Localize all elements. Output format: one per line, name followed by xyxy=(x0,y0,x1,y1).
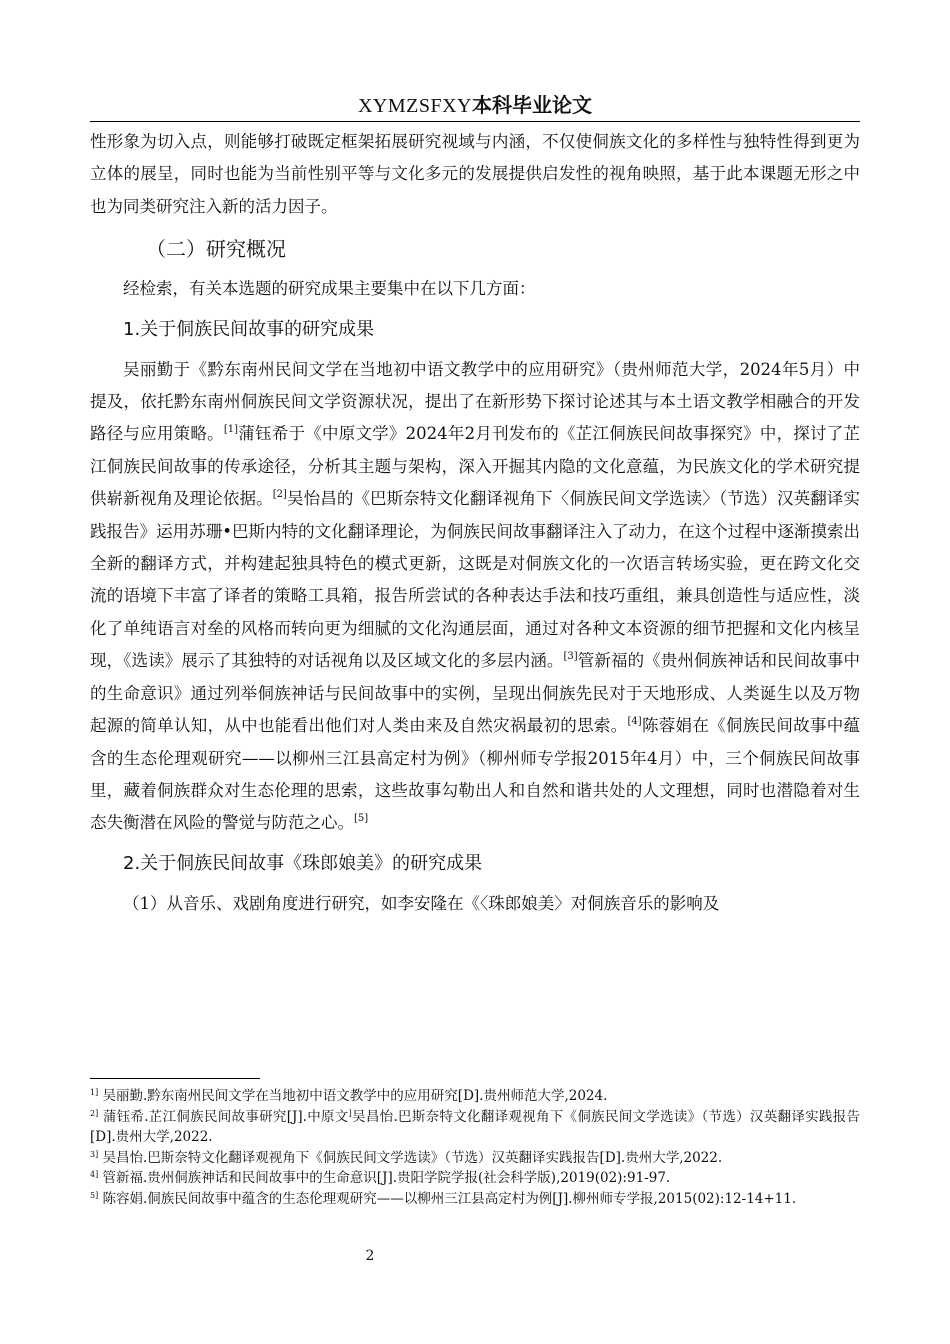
footnote-mark: 4] xyxy=(90,1170,99,1179)
intro-paragraph: 经检索，有关本选题的研究成果主要集中在以下几方面： xyxy=(123,279,536,299)
paragraph-continuation: 性形象为切入点，则能够打破既定框架拓展研究视域与内涵，不仅使侗族文化的多样性与独特性得到更为立体的展呈，同时也能为当前性别平等与文化多元的发展提供启发性的视角映照，基于此本课题无形之中也为同类研究注入新的活力因子。 xyxy=(90,132,860,216)
footnote-text-overlap: 吴昌怡.巴斯奈特文化翻译观视角下《侗族民间文学选读》（节选）汉英翻译实践报告[D].贵州大学,2022. xyxy=(90,1108,860,1145)
footnote-3 xyxy=(90,1148,860,1169)
footnote-inner-mark: ] xyxy=(348,1108,352,1118)
header-code: XYMZSFXY xyxy=(357,95,473,117)
footnote-text: 蒲钰希.芷江侗族民间故事研究[J].中原文 xyxy=(102,1108,349,1125)
footnote-ref-2[interactable]: [2] xyxy=(272,489,287,501)
subheading-2: 2.关于侗族民间故事《珠郎娘美》的研究成果 xyxy=(123,852,483,874)
footnote-4 xyxy=(90,1168,860,1189)
footnote-text: 管新福.贵州侗族神话和民间故事中的生命意识[J].贵阳学院学报(社会科学版),2019(02):91-97. xyxy=(102,1170,671,1186)
footnote-text: 陈容娟.侗族民间故事中蕴含的生态伦理观研究——以柳州三江县高定村为例[J].柳州师专学报,2015(02):12-14+11. xyxy=(102,1190,797,1207)
footnote-ref-5[interactable]: [5] xyxy=(354,813,369,825)
research-paragraph-1 xyxy=(90,354,860,840)
footnote-text: 吴丽勤.黔东南州民间文学在当地初中语文教学中的应用研究[D].贵州师范大学,2024. xyxy=(102,1088,608,1104)
sentence-5: 陈蓉娟在《侗族民间故事中蕴含的生态伦理观研究——以柳州三江县高定村为例》（柳州师专学报2015年4月）中，三个侗族民间故事里，藏着侗族群众对生态伦理的思索，这些故事勾勒出人和自然和谐共处的人文理想，同时也潜隐着对生态失衡潜在风险的警觉与防范之心。 xyxy=(90,716,861,833)
footnote-mark: 5] xyxy=(90,1190,99,1200)
footnote-mark: 2] xyxy=(90,1108,99,1118)
subheading-1: 1.关于侗族民间故事的研究成果 xyxy=(123,318,375,340)
header-divider xyxy=(90,121,860,122)
footnote-mark: 1] xyxy=(90,1088,99,1097)
sentence-1: 吴丽勤于《黔东南州民间文学在当地初中语文教学中的应用研究》（贵州师范大学，2024年5月）中提及，依托黔东南州侗族民间文学资源状况，提出了在新形势下探讨论述其与本土语文教学相融合的开发路径与应用策略。 xyxy=(90,359,860,444)
sentence-2: 蒲钰希于《中原文学》2024年2月刊发布的《芷江侗族民间故事探究》中，探讨了芷江侗族民间故事的传承途径，分析其主题与架构，深入开掘其内隐的文化意蕴，为民族文化的学术研究提供崭新视角及理论依据。 xyxy=(90,424,861,509)
footnote-5 xyxy=(90,1189,860,1210)
page-number: 2 xyxy=(365,1248,375,1264)
section-heading: （二）研究概况 xyxy=(146,237,286,262)
page-header xyxy=(90,92,860,119)
research-paragraph-2: （1）从音乐、戏剧角度进行研究，如李安隆在《〈珠郎娘美〉对侗族音乐的影响及 xyxy=(123,893,720,913)
footnotes xyxy=(90,1086,860,1209)
footnote-ref-1[interactable]: [1] xyxy=(223,424,239,436)
footnote-text: 吴昌怡.巴斯奈特文化翻译观视角下《侗族民间文学选读》（节选）汉英翻译实践报告[D].贵州大学,2022. xyxy=(102,1149,723,1166)
footnote-ref-4[interactable]: [4] xyxy=(627,716,642,728)
footnote-2 xyxy=(90,1107,860,1148)
footnote-mark: 3] xyxy=(90,1149,99,1159)
document-body xyxy=(90,126,860,920)
header-title: 本科毕业论文 xyxy=(472,93,593,117)
footnote-ref-3[interactable]: [3] xyxy=(563,651,578,663)
sentence-4: 管新福的《贵州侗族神话和民间故事中的生命意识》通过列举侗族神话与民间故事中的实例，呈现出侗族先民对于天地形成、人类诞生以及万物起源的简单认知，从中也能看出他们对人类由来及自然灾祸最初的思索。 xyxy=(90,651,861,736)
footnote-1 xyxy=(90,1086,860,1107)
footnote-divider xyxy=(90,1078,260,1079)
sentence-3: 吴怡昌的《巴斯奈特文化翻译视角下〈侗族民间文学选读〉（节选）汉英翻译实践报告》运用苏珊•巴斯内特的文化翻译理论，为侗族民间故事翻译注入了动力，在这个过程中逐渐摸索出全新的翻译方式，并构建起独具特色的模式更新，这既是对侗族文化的一次语言转场实验，更在跨文化交流的语境下丰富了译者的策略工具箱，报告所尝试的各种表达手法和技巧重组，兼具创造性与适应性，淡化了单纯语言对垒的风格而转向更为细腻的文化沟通层面，通过对各种文本资源的细节把握和文化内核呈现，《选读》展示了其独特的对话视角以及区域文化的多层内涵。 xyxy=(90,489,861,671)
